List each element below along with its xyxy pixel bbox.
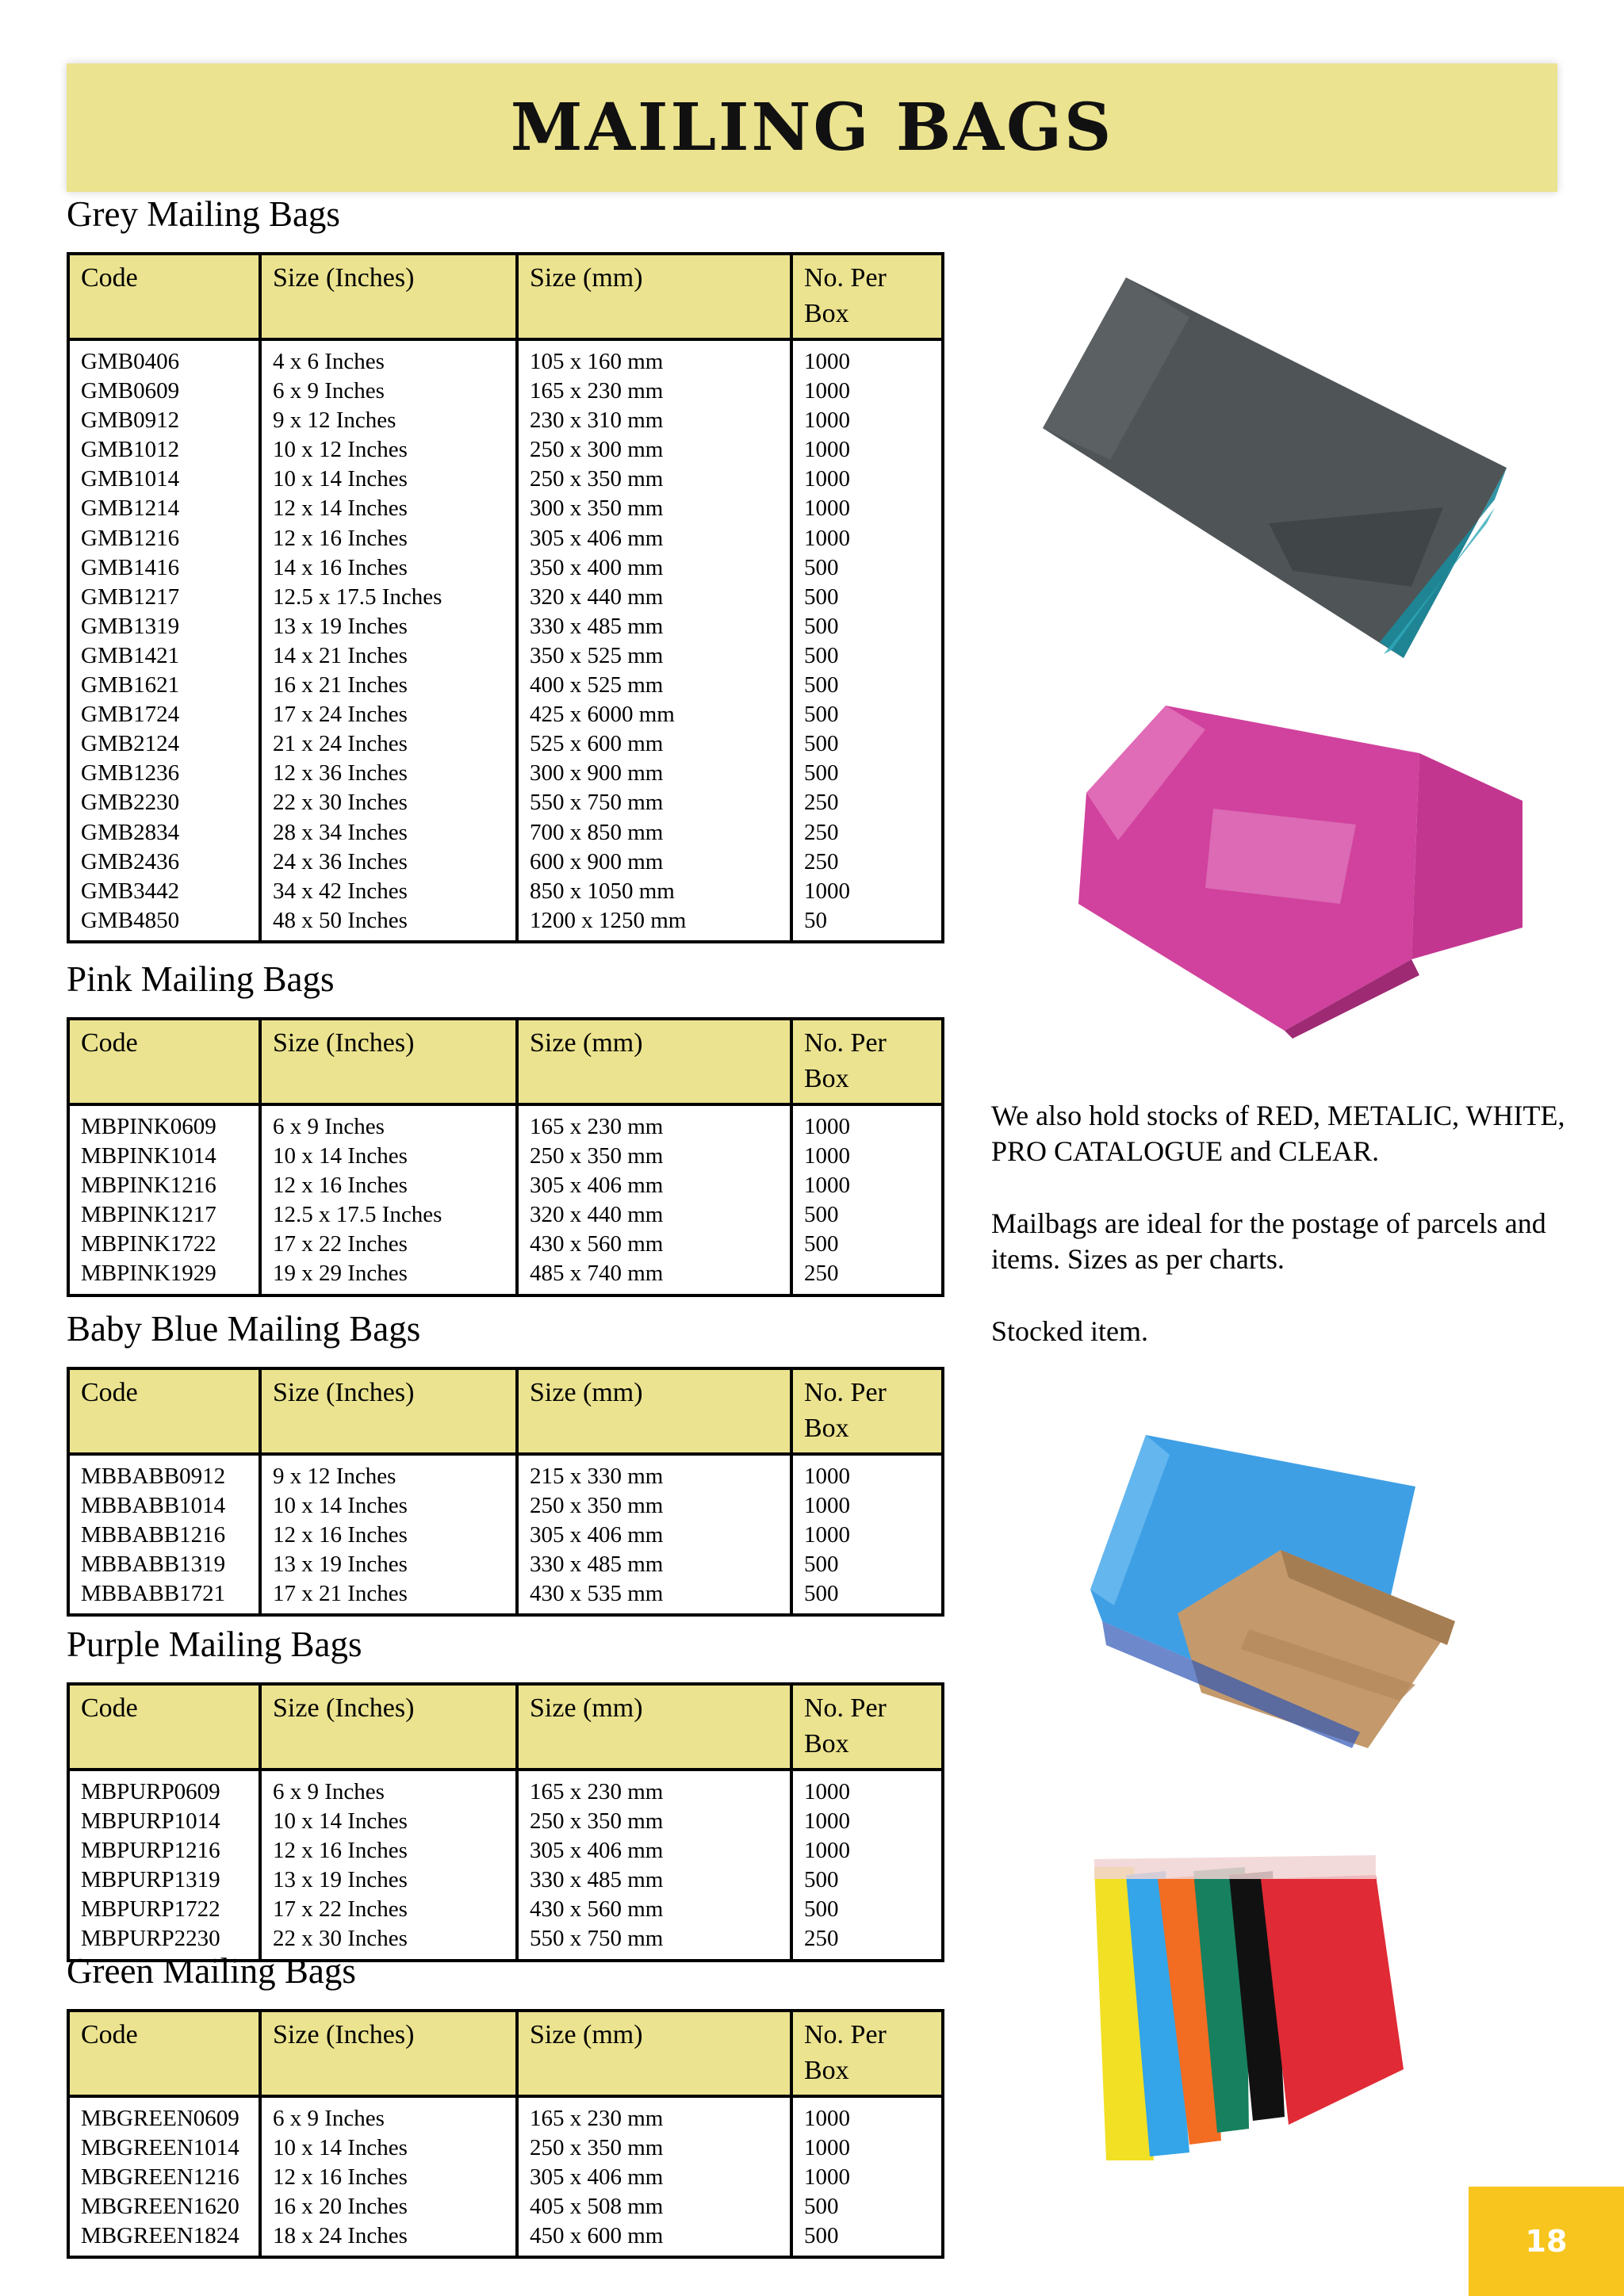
table-cell: 13 x 19 Inches [260,1866,517,1895]
table-cell: MBGREEN0609 [68,2096,260,2133]
table-cell: GMB1421 [68,641,260,671]
table-row [68,1259,943,1295]
table-cell: 10 x 14 Inches [260,2133,517,2163]
table-cell: MBBABB1721 [68,1579,260,1615]
table-cell: MBPURP1216 [68,1836,260,1866]
table-cell: 22 x 30 Inches [260,1924,517,1960]
table-cell: 13 x 19 Inches [260,612,517,641]
table-row [68,494,943,523]
table-cell: 250 [791,1924,943,1960]
section-title: Purple Mailing Bags [67,1624,362,1664]
bags-table [67,1682,944,1962]
table-cell: 250 x 350 mm [517,1807,791,1836]
table-header-row [68,254,943,339]
pink-mailing-bag-image [1071,698,1522,1039]
table-cell: 250 x 350 mm [517,465,791,494]
table-cell: 250 [791,788,943,817]
other-stocks-text: We also hold stocks of RED, METALIC, WHITE, PRO CATALOGUE and CLEAR. [991,1100,1565,1167]
table-row [68,788,943,817]
column-header: No. Per Box [791,2011,943,2096]
table-row [68,1171,943,1200]
table-cell: GMB2230 [68,788,260,817]
table-cell: 1000 [791,1836,943,1866]
table-cell: 12 x 16 Inches [260,1521,517,1550]
table-row [68,2163,943,2192]
table-cell: 17 x 21 Inches [260,1579,517,1615]
table-row [68,2133,943,2163]
table-cell: 10 x 14 Inches [260,465,517,494]
table-cell: 1000 [791,1770,943,1807]
table-cell: 6 x 9 Inches [260,2096,517,2133]
table-cell: 14 x 21 Inches [260,641,517,671]
pink-mailing-bags-section [67,955,941,1297]
table-cell: 1000 [791,1521,943,1550]
table-cell: 17 x 22 Inches [260,1895,517,1924]
table-cell: 500 [791,759,943,788]
section-title: Green Mailing Bags [67,1951,356,1991]
table-cell: MBBABB1014 [68,1491,260,1521]
table-cell: MBPINK1014 [68,1142,260,1171]
table-cell: 1200 x 1250 mm [517,906,791,942]
table-cell: GMB1216 [68,524,260,553]
table-cell: 9 x 12 Inches [260,1454,517,1491]
table-cell: 10 x 14 Inches [260,1807,517,1836]
table-cell: GMB1214 [68,494,260,523]
table-cell: 22 x 30 Inches [260,788,517,817]
table-row [68,729,943,759]
table-row [68,1200,943,1230]
table-cell: 525 x 600 mm [517,729,791,759]
table-row [68,435,943,465]
table-cell: 500 [791,1866,943,1895]
table-cell: 450 x 600 mm [517,2221,791,2257]
column-header: Size (Inches) [260,1019,517,1104]
table-cell: 500 [791,583,943,612]
table-cell: GMB3442 [68,877,260,906]
table-cell: 1000 [791,435,943,465]
table-cell: MBPINK0609 [68,1104,260,1142]
table-header-row [68,1684,943,1770]
table-row [68,1866,943,1895]
table-cell: 330 x 485 mm [517,1866,791,1895]
table-cell: 19 x 29 Inches [260,1259,517,1295]
table-cell: GMB1416 [68,553,260,583]
table-cell: 12 x 16 Inches [260,2163,517,2192]
table-cell: 430 x 560 mm [517,1230,791,1259]
baby-blue-mailing-bags-section [67,1305,941,1617]
column-header: Size (mm) [517,1019,791,1104]
table-cell: 1000 [791,877,943,906]
table-cell: 430 x 535 mm [517,1579,791,1615]
table-cell: MBGREEN1620 [68,2192,260,2221]
column-header: Size (mm) [517,254,791,339]
table-row [68,1836,943,1866]
column-header: Code [68,2011,260,2096]
table-cell: GMB1724 [68,700,260,729]
table-cell: 50 [791,906,943,942]
table-cell: 21 x 24 Inches [260,729,517,759]
column-header: No. Per Box [791,1368,943,1454]
table-cell: 305 x 406 mm [517,1836,791,1866]
table-row [68,2096,943,2133]
table-cell: 405 x 508 mm [517,2192,791,2221]
table-row [68,465,943,494]
table-row [68,377,943,406]
table-cell: 250 x 300 mm [517,435,791,465]
column-header: No. Per Box [791,254,943,339]
table-row [68,1550,943,1579]
column-header: Size (Inches) [260,1368,517,1454]
table-row [68,1770,943,1807]
table-cell: 485 x 740 mm [517,1259,791,1295]
column-header: Code [68,1684,260,1770]
table-cell: 12 x 16 Inches [260,1171,517,1200]
table-cell: 1000 [791,1142,943,1171]
table-cell: 250 [791,848,943,877]
table-row [68,700,943,729]
bags-table [67,1017,944,1297]
column-header: Code [68,1019,260,1104]
table-row [68,818,943,848]
table-row [68,1230,943,1259]
table-cell: 24 x 36 Inches [260,848,517,877]
table-cell: 1000 [791,2096,943,2133]
table-row [68,524,943,553]
table-cell: 250 x 350 mm [517,1491,791,1521]
table-row [68,553,943,583]
table-cell: 305 x 406 mm [517,2163,791,2192]
table-row [68,1521,943,1550]
table-cell: 500 [791,1230,943,1259]
table-row [68,583,943,612]
column-header: No. Per Box [791,1684,943,1770]
table-cell: 320 x 440 mm [517,583,791,612]
table-cell: 12 x 14 Inches [260,494,517,523]
table-cell: 10 x 12 Inches [260,435,517,465]
table-cell: 28 x 34 Inches [260,818,517,848]
table-cell: 305 x 406 mm [517,1521,791,1550]
table-cell: 1000 [791,465,943,494]
column-header: Size (mm) [517,2011,791,2096]
table-cell: 9 x 12 Inches [260,406,517,435]
table-row [68,1807,943,1836]
blue-mailing-bag-image [1082,1431,1471,1752]
table-row [68,906,943,942]
bags-table [67,252,944,943]
table-cell: GMB1014 [68,465,260,494]
section-title: Baby Blue Mailing Bags [67,1309,421,1349]
table-cell: 430 x 560 mm [517,1895,791,1924]
table-cell: 12 x 16 Inches [260,1836,517,1866]
table-cell: 550 x 750 mm [517,1924,791,1960]
table-cell: 850 x 1050 mm [517,877,791,906]
table-cell: 350 x 525 mm [517,641,791,671]
table-cell: 6 x 9 Inches [260,1104,517,1142]
table-cell: 1000 [791,2133,943,2163]
table-cell: 500 [791,729,943,759]
table-cell: GMB1012 [68,435,260,465]
table-cell: GMB0609 [68,377,260,406]
column-header: Code [68,254,260,339]
table-cell: 500 [791,2192,943,2221]
table-row [68,641,943,671]
table-cell: 17 x 22 Inches [260,1230,517,1259]
table-cell: MBPURP2230 [68,1924,260,1960]
table-cell: MBGREEN1824 [68,2221,260,2257]
table-cell: GMB1621 [68,671,260,700]
table-cell: 165 x 230 mm [517,377,791,406]
grey-mailing-bags-section [67,190,941,943]
table-cell: MBPURP1014 [68,1807,260,1836]
section-title: Pink Mailing Bags [67,959,335,999]
table-cell: GMB0406 [68,339,260,377]
table-cell: 1000 [791,339,943,377]
table-row [68,612,943,641]
table-cell: 165 x 230 mm [517,1770,791,1807]
table-cell: 215 x 330 mm [517,1454,791,1491]
table-cell: 6 x 9 Inches [260,1770,517,1807]
table-cell: 12 x 16 Inches [260,524,517,553]
table-row [68,759,943,788]
table-cell: 400 x 525 mm [517,671,791,700]
product-info-text [991,1098,1578,1386]
table-header-row [68,1019,943,1104]
column-header: Size (mm) [517,1368,791,1454]
table-cell: 48 x 50 Inches [260,906,517,942]
table-cell: MBGREEN1216 [68,2163,260,2192]
purple-mailing-bags-section [67,1621,941,1962]
column-header: Size (Inches) [260,1684,517,1770]
table-cell: 700 x 850 mm [517,818,791,848]
description-text: Mailbags are ideal for the postage of parcels and items. Sizes as per charts. [991,1207,1546,1275]
table-cell: 425 x 6000 mm [517,700,791,729]
table-cell: 16 x 20 Inches [260,2192,517,2221]
table-cell: MBPINK1722 [68,1230,260,1259]
table-cell: MBBABB0912 [68,1454,260,1491]
table-cell: 1000 [791,1454,943,1491]
table-cell: 550 x 750 mm [517,788,791,817]
table-row [68,1579,943,1615]
bags-table [67,2009,944,2259]
table-cell: GMB4850 [68,906,260,942]
table-cell: 1000 [791,1807,943,1836]
table-cell: 500 [791,2221,943,2257]
table-cell: MBPINK1217 [68,1200,260,1230]
table-cell: 500 [791,1579,943,1615]
table-cell: MBBABB1216 [68,1521,260,1550]
table-row [68,2192,943,2221]
table-cell: MBPURP1722 [68,1895,260,1924]
table-cell: 18 x 24 Inches [260,2221,517,2257]
page-header-banner [67,63,1557,192]
column-header: Code [68,1368,260,1454]
table-cell: 1000 [791,406,943,435]
table-cell: MBGREEN1014 [68,2133,260,2163]
table-cell: 34 x 42 Inches [260,877,517,906]
table-cell: 250 [791,818,943,848]
table-cell: GMB2124 [68,729,260,759]
table-cell: 16 x 21 Inches [260,671,517,700]
table-row [68,2221,943,2257]
table-cell: 500 [791,553,943,583]
bags-table [67,1367,944,1617]
table-cell: 250 [791,1259,943,1295]
table-cell: 305 x 406 mm [517,524,791,553]
table-cell: 12 x 36 Inches [260,759,517,788]
column-header: No. Per Box [791,1019,943,1104]
table-row [68,671,943,700]
assorted-color-mailing-bags-image [1090,1855,1408,2172]
table-cell: MBPURP1319 [68,1866,260,1895]
section-title: Grey Mailing Bags [67,194,340,234]
table-cell: GMB1236 [68,759,260,788]
table-row [68,406,943,435]
table-cell: 350 x 400 mm [517,553,791,583]
table-cell: GMB2834 [68,818,260,848]
table-cell: 1000 [791,377,943,406]
table-row [68,1895,943,1924]
table-cell: 4 x 6 Inches [260,339,517,377]
table-cell: MBPINK1929 [68,1259,260,1295]
page-number: 18 [1469,2187,1624,2296]
table-cell: 250 x 350 mm [517,1142,791,1171]
table-cell: 1000 [791,524,943,553]
table-row [68,1491,943,1521]
table-header-row [68,1368,943,1454]
table-cell: 500 [791,1200,943,1230]
table-row [68,848,943,877]
table-cell: 250 x 350 mm [517,2133,791,2163]
table-cell: 13 x 19 Inches [260,1550,517,1579]
table-row [68,1454,943,1491]
table-cell: 1000 [791,494,943,523]
table-cell: 500 [791,641,943,671]
table-cell: 1000 [791,1104,943,1142]
table-cell: 10 x 14 Inches [260,1491,517,1521]
grey-mailing-bag-image [1031,270,1515,666]
table-cell: GMB2436 [68,848,260,877]
table-cell: 305 x 406 mm [517,1171,791,1200]
column-header: Size (mm) [517,1684,791,1770]
table-cell: GMB1217 [68,583,260,612]
table-cell: 1000 [791,1171,943,1200]
table-cell: 14 x 16 Inches [260,553,517,583]
table-cell: 105 x 160 mm [517,339,791,377]
table-cell: 12.5 x 17.5 Inches [260,1200,517,1230]
green-mailing-bags-section [67,1947,941,2259]
table-cell: 1000 [791,2163,943,2192]
table-cell: 300 x 350 mm [517,494,791,523]
table-cell: 165 x 230 mm [517,2096,791,2133]
page-title: MAILING BAGS [510,90,1114,166]
table-cell: 300 x 900 mm [517,759,791,788]
table-cell: MBBABB1319 [68,1550,260,1579]
table-cell: 500 [791,612,943,641]
table-cell: 500 [791,1895,943,1924]
table-cell: 1000 [791,1491,943,1521]
table-cell: 600 x 900 mm [517,848,791,877]
table-cell: 230 x 310 mm [517,406,791,435]
table-cell: 165 x 230 mm [517,1104,791,1142]
table-cell: GMB0912 [68,406,260,435]
table-cell: 12.5 x 17.5 Inches [260,583,517,612]
table-cell: 10 x 14 Inches [260,1142,517,1171]
table-row [68,1142,943,1171]
table-cell: 6 x 9 Inches [260,377,517,406]
column-header: Size (Inches) [260,2011,517,2096]
table-cell: GMB1319 [68,612,260,641]
table-cell: 500 [791,1550,943,1579]
table-cell: 320 x 440 mm [517,1200,791,1230]
table-cell: 330 x 485 mm [517,612,791,641]
table-cell: 17 x 24 Inches [260,700,517,729]
table-row [68,877,943,906]
column-header: Size (Inches) [260,254,517,339]
table-header-row [68,2011,943,2096]
table-cell: MBPURP0609 [68,1770,260,1807]
table-row [68,339,943,377]
table-cell: MBPINK1216 [68,1171,260,1200]
table-row [68,1104,943,1142]
stocked-item-text: Stocked item. [991,1315,1148,1347]
table-cell: 500 [791,671,943,700]
table-cell: 500 [791,700,943,729]
table-cell: 330 x 485 mm [517,1550,791,1579]
